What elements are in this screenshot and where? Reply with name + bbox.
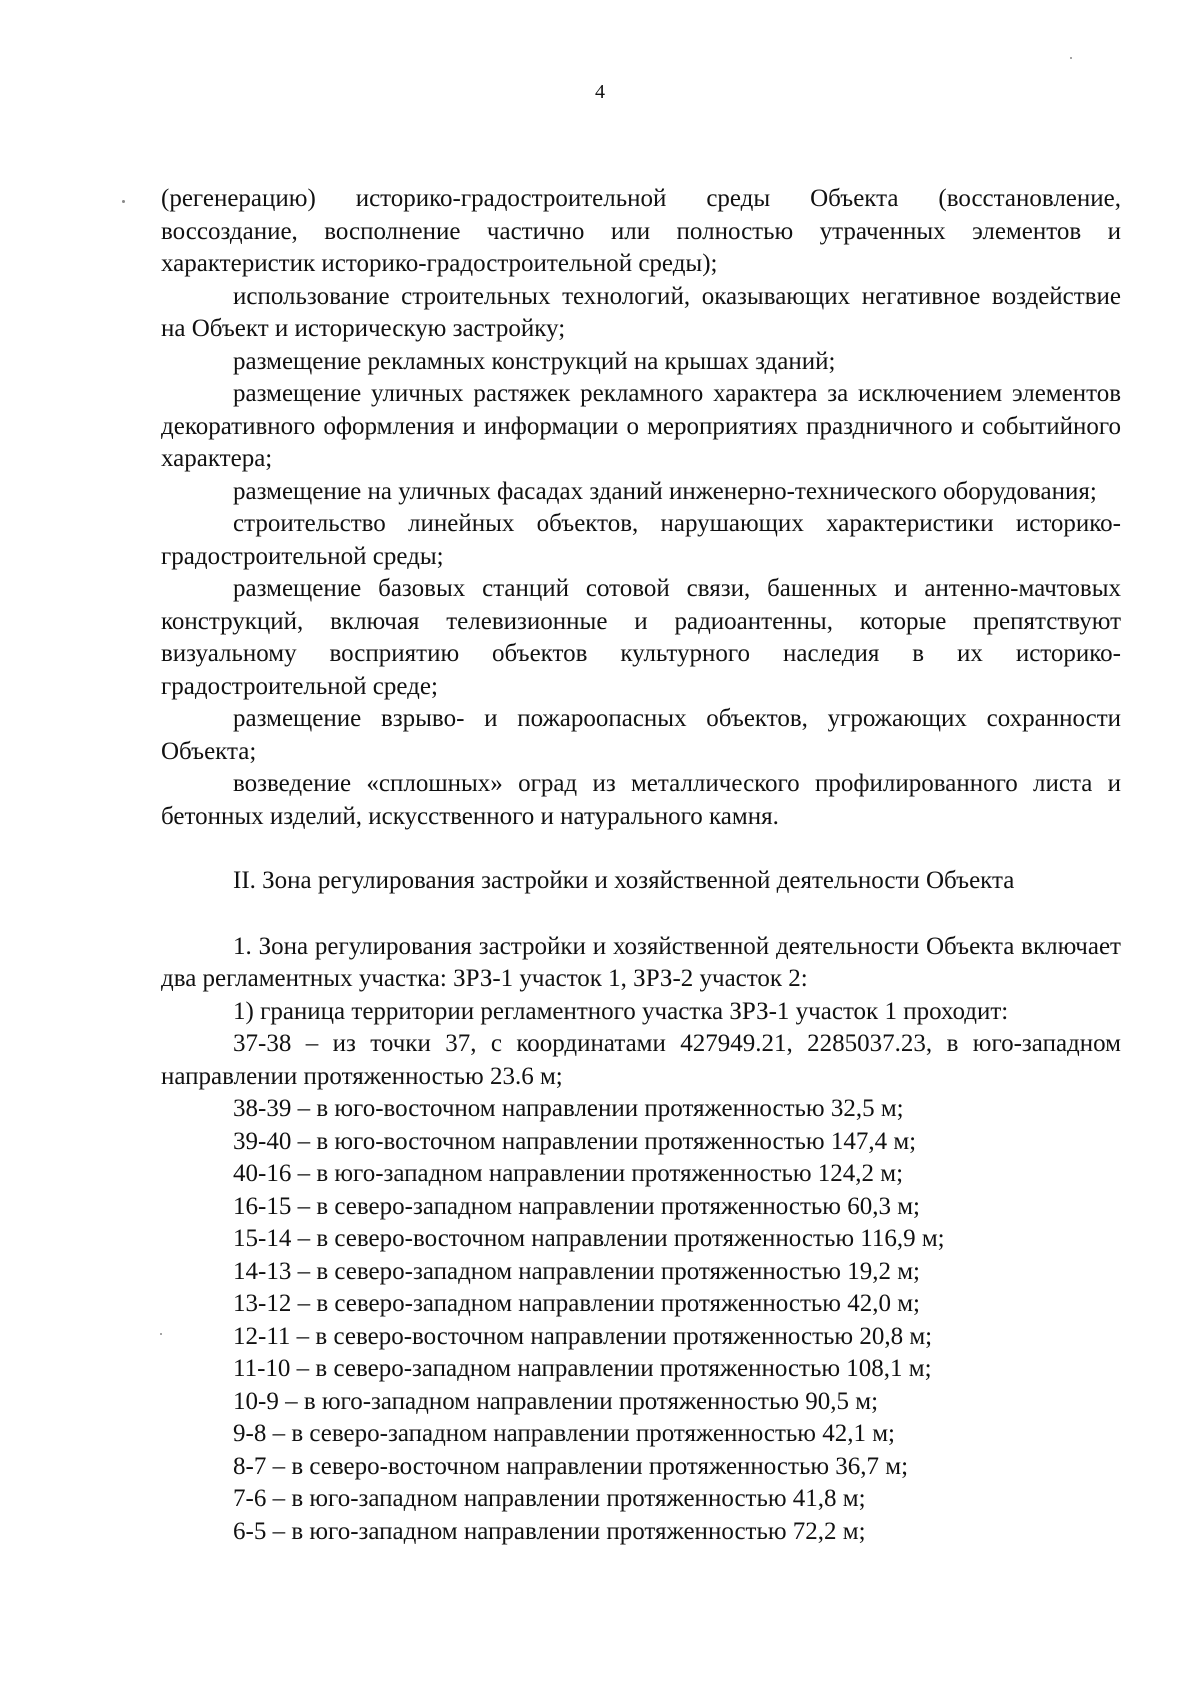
route-segment: 11-10 – в северо-западном направлении протяженностью 108,1 м; [233,1355,932,1382]
paragraph: размещение рекламных конструкций на крышах зданий; [233,347,836,375]
intro-paragraph: 1) граница территории регламентного участка ЗРЗ-1 участок 1 проходит: [233,997,1009,1025]
paragraph: размещение взрыво- и пожароопасных объектов, угрожающих сохранности Объекта; [161,705,1121,765]
route-segment: 15-14 – в северо-восточном направлении протяженностью 116,9 м; [233,1225,945,1252]
route-segment: 40-16 – в юго-западном направлении протяженностью 124,2 м; [233,1160,904,1187]
paragraph: (регенерацию) историко-градостроительной среды Объекта (восстановление, воссоздание, восполнение частично или полностью утраченных элементов и характеристик историко-градостроительной среды); [161,185,1121,277]
section-heading: II. Зона регулирования застройки и хозяйственной деятельности Объекта [233,867,1015,894]
route-segment: 10-9 – в юго-западном направлении протяженностью 90,5 м; [233,1387,879,1415]
paragraph: строительство линейных объектов, нарушающих характеристики историко-градостроительной среды; [161,510,1121,570]
scan-speck [160,1333,162,1335]
intro-paragraph: 1. Зона регулирования застройки и хозяйственной деятельности Объекта включает два регламентных участка: ЗРЗ-1 участок 1, ЗРЗ-2 участок 2: [161,932,1121,992]
route-segment: 37-38 – из точки 37, с координатами 427949.21, 2285037.23, в юго-западном направлении протяженностью 23.6 м; [161,1030,1121,1090]
route-segment: 39-40 – в юго-восточном направлении протяженностью 147,4 м; [233,1127,917,1155]
paragraph: размещение базовых станций сотовой связи, башенных и антенно-мачтовых конструкций, включая телевизионные и радиоантенны, которые препятствуют визуальному восприятию объектов культурного наследия в их историко-градостроительной среде; [161,575,1121,700]
route-segment: 12-11 – в северо-восточном направлении протяженностью 20,8 м; [233,1322,933,1350]
paragraph: возведение «сплошных» оград из металлического профилированного листа и бетонных изделий, искусственного и натурального камня. [161,770,1121,830]
route-segment: 7-6 – в юго-западном направлении протяженностью 41,8 м; [233,1485,866,1512]
scan-speck [122,200,125,203]
document-body [161,183,1121,1548]
route-segment: 9-8 – в северо-западном направлении протяженностью 42,1 м; [233,1420,895,1447]
route-segment: 38-39 – в юго-восточном направлении протяженностью 32,5 м; [233,1095,904,1122]
route-segment: 16-15 – в северо-западном направлении протяженностью 60,3 м; [233,1192,920,1220]
scan-speck [1070,57,1072,59]
paragraph: размещение на уличных фасадах зданий инженерно-технического оборудования; [233,477,1097,505]
route-segment: 14-13 – в северо-западном направлении протяженностью 19,2 м; [233,1257,920,1285]
route-segment: 6-5 – в юго-западном направлении протяженностью 72,2 м; [233,1517,866,1545]
paragraph: использование строительных технологий, оказывающих негативное воздействие на Объект и историческую застройку; [161,282,1121,342]
route-segment: 8-7 – в северо-восточном направлении протяженностью 36,7 м; [233,1452,909,1480]
route-segment: 13-12 – в северо-западном направлении протяженностью 42,0 м; [233,1290,920,1317]
paragraph: размещение уличных растяжек рекламного характера за исключением элементов декоративного оформления и информации о мероприятиях праздничного и событийного характера; [161,380,1121,472]
page-number: 4 [595,81,605,103]
